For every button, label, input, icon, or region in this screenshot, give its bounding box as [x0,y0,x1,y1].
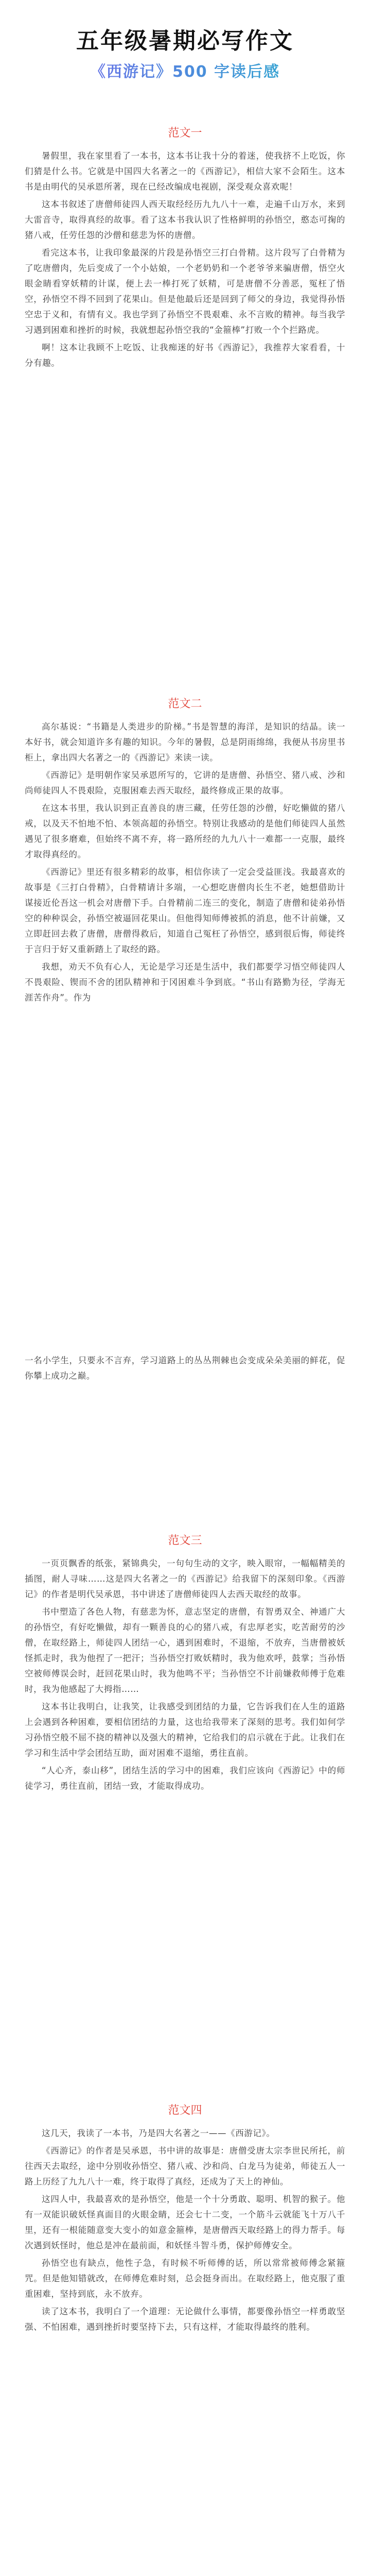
essay-paragraph: 这四人中，我最喜欢的是孙悟空，他是一个十分勇敢、聪明、机智的猴子。他有一双能识破妖怪真面目的火眼金睛，还会七十二变，一个筋斗云就能飞十万八千里，还有一根能随意变大变小的如意金箍棒，是唐僧西天取经路上的得力帮手。每次遇到妖怪时，他总是冲在最前面，和妖怪斗智斗勇，保护师傅安全。 [25,2194,345,2250]
essay-paragraph: 这本书让我明白，让我笑，让我感受到团结的力量，它告诉我们在人生的道路上会遇到各种困难，要相信团结的力量，这也给我带来了深刻的思考。我们如何学习孙悟空般不屈不挠的精神以及强大的精神，它给我们的启示就在于此。让我们在学习和生活中学会团结互助，面对困难不退缩，勇往直前。 [25,1702,345,1758]
essay-label: 范文四 [168,2104,202,2117]
article-header [0,27,370,82]
essay-paragraph: 《西游记》的作者是吴承恩，书中讲的故事是：唐僧受唐太宗李世民所托，前往西天去取经，途中分别收孙悟空、猪八戒、沙和尚、白龙马为徒弟，师徒五人一路上历经了九九八十一难，终于取得了真经，还成为了天上的神仙。 [25,2146,345,2187]
essay-paragraph: 啊！这本让我顾不上吃饭、让我痴迷的好书《西游记》，我推荐大家看看，十分有趣。 [25,343,345,368]
essay-section-1 [0,126,370,371]
essay-body [25,719,345,1006]
essay-paragraph: 在这本书里，我认识到正直善良的唐三藏，任劳任怨的沙僧，好吃懒做的猪八戒，以及天不怕地不怕、本领高超的孙悟空。特别让我感动的是他们师徒四人虽然遇见了很多磨难，但始终不离不弃，将一路所经的九九八十一难都一一克服，最终才取得真经的。 [25,803,345,859]
essay-paragraph: 《西游记》里还有很多精彩的故事，相信你读了一定会受益匪浅。我最喜欢的故事是《三打白骨精》，白骨精请计多端，一心想吃唐僧肉长生不老，她想借助计谋接近伦吾这一机会对唐僧下手。白骨精前二连三的变化，制造了唐僧和徒弟孙悟空的种种误会，孙悟空被逼回花果山。但他得知师傅被抓的消息，他不计前嫌，又立即赶回去救了唐僧，唐僧得救后，知道自己冤枉了孙悟空，感到很后悔，师徒终于言归于好又重新踏上了取经的路。 [25,867,345,954]
essay-body [25,1556,345,1794]
essay-paragraph: 一页页飘香的纸张，紧锦典尖，一句句生动的文字，映入眼帘，一幅幅精美的插图，耐人寻味……这是四大名著之一的《西游记》给我留下的深刻印象。《西游记》的作者是明代吴承恩，书中讲述了唐僧师徒四人去西天取经的故事。 [25,1558,345,1599]
essay-paragraph: 高尔基说：“书籍是人类进步的阶梯。”书是智慧的海洋，是知识的结晶。读一本好书，就会知道许多有趣的知识。今年的暑假，总是阴雨绵绵，我便从书房里书柜上，拿出四大名著之一的《西游记》来读一读。 [25,722,345,762]
essay-paragraph: 《西游记》是明朝作家吴承恩所写的，它讲的是唐僧、孙悟空、猪八戒、沙和尚师徒四人不畏艰险，克服困难去西天取经，最终修成正果的故事。 [25,770,345,795]
essay-body [25,2126,345,2335]
page-title: 五年级暑期必写作文 [76,28,294,54]
essay-paragraph: 暑假里，我在家里看了一本书，这本书让我十分的着迷，使我挤不上吃饭，你们猜是什么书。它就是中国四大名著之一的《西游记》，相信大家不会陌生。这本书是由明代的吴承恩所著，现在已经改编成电视剧，深受观众喜欢呢！ [25,151,345,192]
essay-section-2 [0,697,370,1006]
essay-label: 范文二 [168,698,202,710]
essay-paragraph: 书中塑造了各色人物，有慈悲为怀，意志坚定的唐僧，有智勇双全、神通广大的孙悟空，有好吃懒做，却有一颗善良的心的猪八戒，有忠厚老实，吃苦耐劳的沙僧，在取经路上，师徒四人团结一心，遇到困难时，不退缩，不放弃，当唐僧被妖怪抓走时，我为他捏了一把汗；当孙悟空打败妖精时，我为他欢呼，鼓掌；当孙悟空被师傅误会时，赶回花果山时，我为他鸣不平；当孙悟空不计前嫌救师傅于危难时，我为他感起了大拇指…… [25,1607,345,1694]
essay-paragraph: 这几天，我读了一本书，乃是四大名著之一——《西游记》。 [42,2128,275,2138]
essay-paragraph: 这本书叙述了唐僧师徒四人西天取经经历九九八十一难，走遍千山万水，来到大雷音寺，取得真经的故事。看了这本书我认识了性格鲜明的孙悟空，憨态可掬的猪八戒，任劳任怨的沙僧和慈悲为怀的唐僧。 [25,199,345,240]
essay-label: 范文一 [168,127,202,140]
essay-section-2-continued [0,1346,370,1384]
essay-body [25,1353,345,1384]
essay-paragraph: 看完这本书，让我印象最深的片段是孙悟空三打白骨精。这片段写了白骨精为了吃唐僧肉，先后变成了一个小姑娘，一个老奶奶和一个老爷爷来骗唐僧，悟空火眼金睛看穿妖精的计谋，便上去一棒打死了妖精，可是唐僧不分善恶，冤枉了悟空，孙悟空不得不回到了花果山。但是他最后还是回到了师父的身边，我觉得孙悟空忠于义和，有情有义。我也学到了孙悟空不畏艰难、永不言败的精神。每当我学习遇到困难和挫折的时候，我就想起孙悟空我的“金箍棒”打败一个个拦路虎。 [25,248,345,335]
essay-paragraph: 一名小学生，只要永不言弃，学习道路上的丛丛荆棘也会变成朵朵美丽的鲜花，促你攀上成功之巅。 [25,1355,345,1381]
page-subtitle: 《西游记》500 字读后感 [0,62,370,82]
essay-section-4 [0,2103,370,2335]
essay-section-3 [0,1533,370,1794]
essay-body [25,148,345,371]
essay-label: 范文三 [168,1534,202,1547]
essay-paragraph: “人心齐，泰山移”，团结生活的学习中的困难，我们应该向《西游记》中的师徒学习，勇往直前，团结一致，才能取得成功。 [25,1766,345,1791]
essay-paragraph: 孙悟空也有缺点，他性子急，有时候不听师傅的话，所以常常被师傅念紧箍咒。但是他知错就改，在师傅危难时刻，总会挺身而出。在取经路上，他克服了重重困难，坚持到底，永不放弃。 [25,2258,345,2299]
essay-paragraph: 读了这本书，我明白了一个道理：无论做什么事情，都要像孙悟空一样勇敢坚强、不怕困难，遇到挫折时要坚持下去，只有这样，才能取得最终的胜利。 [25,2307,345,2332]
essay-paragraph: 我想，劝天不负有心人，无论是学习还是生活中，我们都要学习悟空师徒四人不畏艰险、锲而不舍的团队精神和于冈困难斗争到底。“书山有路勤为径，学海无涯苦作舟”。作为 [25,962,345,1003]
